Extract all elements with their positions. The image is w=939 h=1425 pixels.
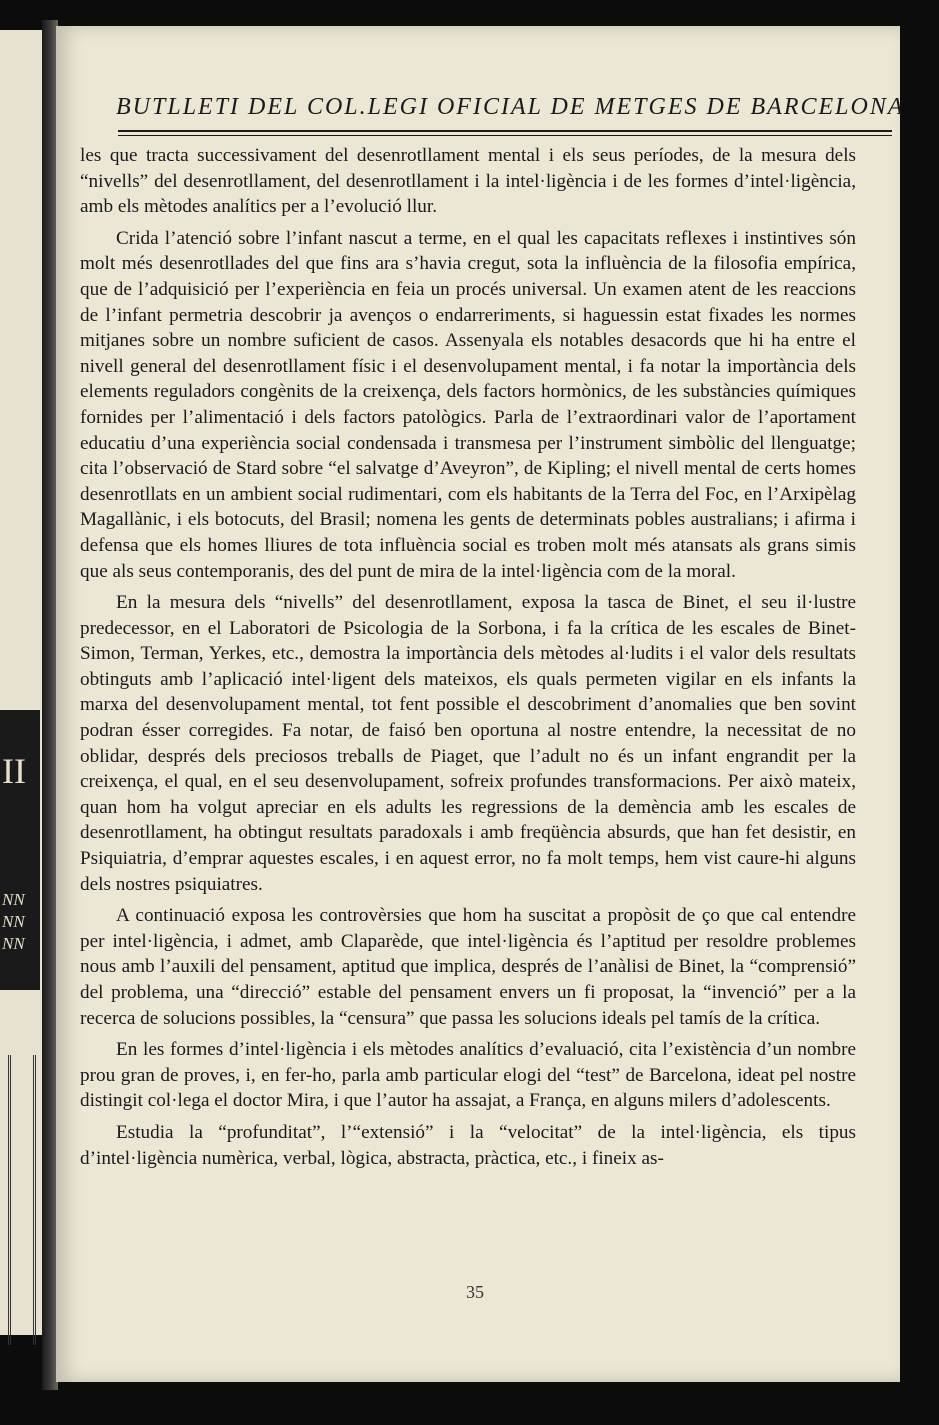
facing-page-ornament-border	[8, 1055, 36, 1345]
paragraph: A continuació exposa les controvèrsies que hom ha suscitat a propòsit de ço que cal entendre per intel·ligència, i admet, amb Claparède, que intel·ligència és l’aptitud per resoldre problemes nous amb l’auxili del pensament, aptitud que implica, després de l’anàlisi de Binet, la “comprensió” del problema, una “direcció” estable del pensament envers un fi proposat, la “invenció” per a la recerca de solucions possibles, la “censura” que passa les solucions ideals pel tamís de la crítica.	[80, 905, 856, 1029]
facing-page-fragment: II	[2, 751, 26, 791]
page-number: 35	[466, 1282, 484, 1302]
paragraph: En la mesura dels “nivells” del desenrotllament, exposa la tasca de Binet, el seu il·lustre predecessor, en el Laboratori de Psicologia de la Sorbona, i fa la crítica de les escales de Binet-Simon, Terman, Yerkes, etc., demostra la importància dels mètodes al·ludits i el valor dels resultats obtinguts amb l’aplicació intel·ligent dels mateixos, els quals permeten vigilar en els infants la marxa del desenvolupament mental, tot fent possible el descobriment d’anomalies que ben sovint podran ésser corregides. Fa notar, de faisó ben oportuna al nostre entendre, la necessitat de no oblidar, després dels preciosos treballs de Piaget, que l’adult no és un infant engrandit per la creixença, el qual, en el seu desenvolupament, sofreix profundes transformacions. Per això mateix, quan hom ha volgut apreciar en els adults les regressions de la demència amb les escales de desenrotllament, ha obtingut resultats paradoxals i amb freqüència absurds, que han fet desistir, en Psiquiatria, d’emprar aquestes escales, i en aquest error, no fa molt temps, hem vist caure-hi alguns dels nostres psiquiatres.	[80, 592, 856, 895]
header-rule-thin	[118, 135, 892, 136]
paragraph: En les formes d’intel·ligència i els mètodes analítics d’evaluació, cita l’existència d’un nombre prou gran de proves, i, en fer-ho, parla amb particular elogi del “test” de Barcelona, ideat pel nostre distingit col·lega el doctor Mira, i que l’autor ha assajat, a França, en alguns milers d’adolescents.	[80, 1039, 856, 1112]
header-rule	[118, 130, 892, 132]
paragraph: les que tracta successivament del desenrotllament mental i els seus períodes, de la mesura dels “nivells” del desenrotllament, del desenrotllament i la intel·ligència i de les formes d’intel·ligència, amb els mètodes analítics per a l’evolució llur.	[80, 145, 856, 218]
paragraph: Estudia la “profunditat”, l’“extensió” i la “velocitat” de la intel·ligència, els tipus d’intel·ligència numèrica, verbal, lògica, abstracta, pràctica, etc., i fineix as-	[80, 1121, 856, 1169]
facing-page-fragment: NN	[2, 890, 25, 909]
facing-page-edge	[0, 30, 42, 1335]
journal-page	[56, 26, 905, 1382]
running-header: BUTLLETI DEL COL.LEGI OFICIAL DE METGES DE BARCELONA	[116, 94, 905, 120]
facing-page-dark-block	[0, 710, 40, 990]
article-body	[80, 143, 856, 1177]
facing-page-fragment: NN	[2, 912, 25, 931]
paragraph: Crida l’atenció sobre l’infant nascut a terme, en el qual les capacitats reflexes i instintives són molt més desenrotllades del que fins ara s’havia cregut, sota la influència de la filosofia empírica, que de l’adquisició per l’experiència en feia un procés universal. Un examen atent de les reaccions de l’infant permetria descobrir ja avenços o endarreriments, si haguessin estat fixades les normes mitjanes sobre un nombre suficient de casos. Assenyala els notables desacords que hi ha entre el nivell general del desenrotllament físic i el desenvolupament mental, i fa notar la importància dels elements reguladors congènits de la creixença, dels factors hormònics, de les substàncies químiques fornides per l’alimentació i dels factors patològics. Parla de l’extraordinari valor de l’aportament educatiu d’una experiència social condensada i transmesa per l’instrument simbòlic del llenguatge; cita l’observació de Stard sobre “el salvatge d’Aveyron”, de Kipling; el nivell mental de certs homes desenrotllats en un ambient social rudimentari, com els habitants de la Terra del Foc, en l’Arxipèlag Magallànic, i els botocuts, del Brasil; nomena les gents de determinats pobles australians; i afirma i defensa que els homes lliures de tota influència social es troben molt més atansats als grans simis que als seus contemporanis, des del punt de mira de la intel·ligència com de la moral.	[80, 227, 856, 582]
facing-page-fragment: NN	[2, 934, 25, 953]
